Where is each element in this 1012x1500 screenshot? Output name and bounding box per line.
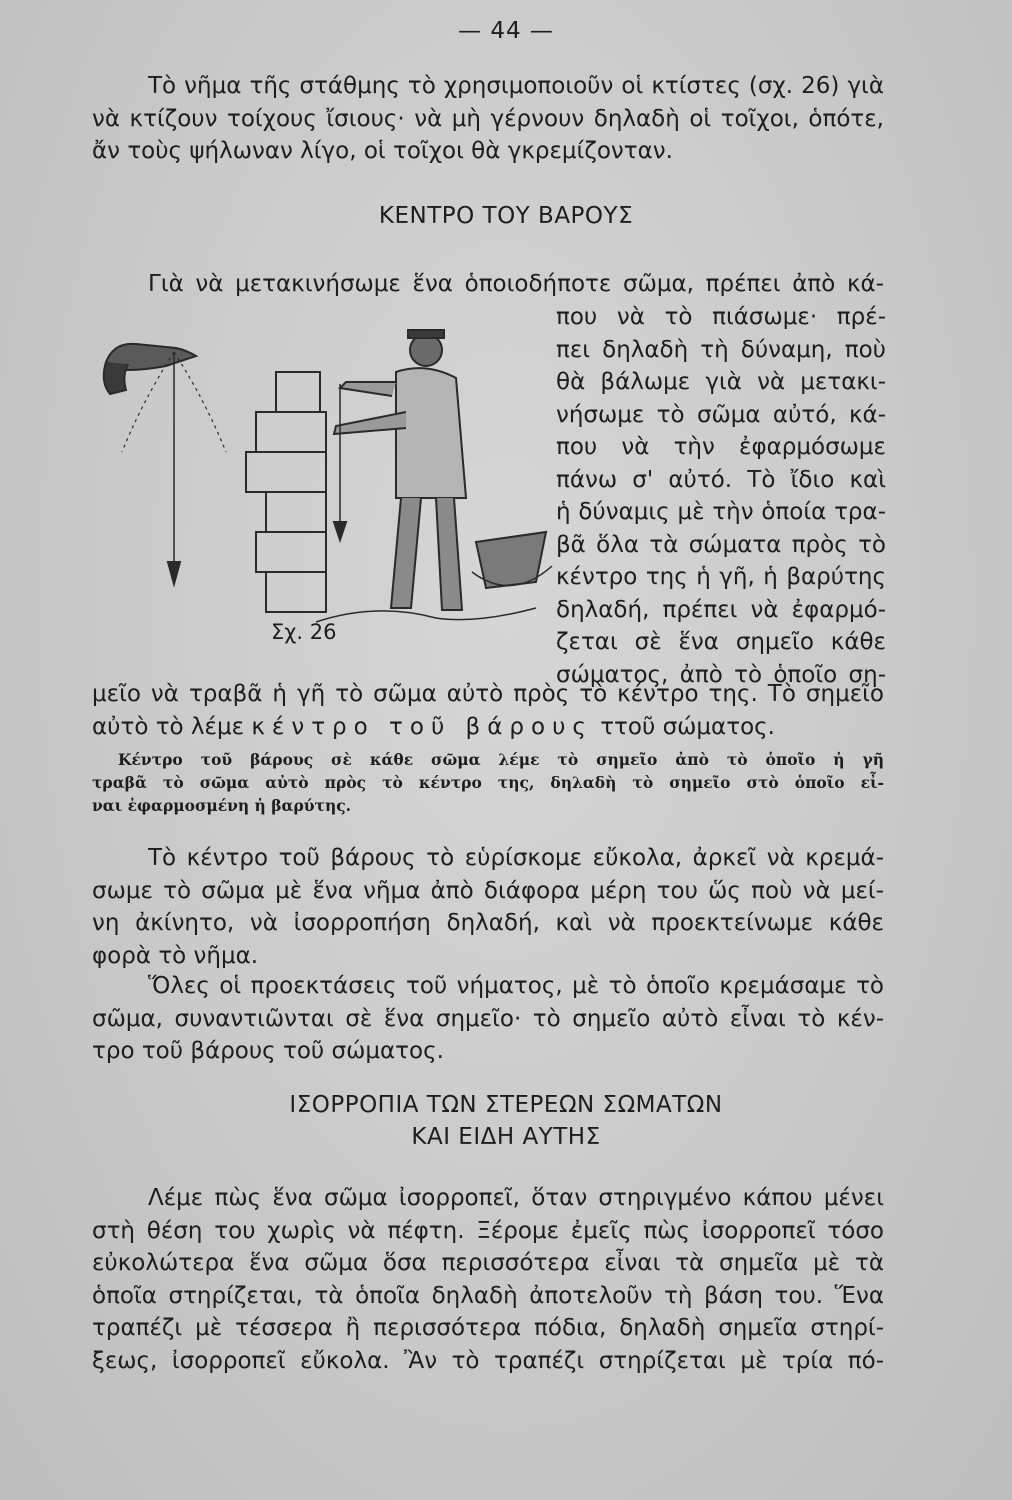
definition-box — [92, 748, 884, 817]
wrap-line: που νὰ τὸ πιάσωμε· πρέ- — [556, 304, 886, 330]
ending-line: μεῖο νὰ τραβᾶ ἡ γῆ τὸ σῶμα αὐτὸ πρὸς τὸ κέντρο της. Τὸ σημεῖο — [92, 681, 884, 707]
definition-line: Κέντρο τοῦ βάρους σὲ κάθε σῶμα λέμε τὸ σημεῖο ἀπὸ τὸ ὁποῖο ἡ γῆ — [118, 750, 884, 769]
paragraph-4: Λέμε πὼς ἕνα σῶμα ἰσορροπεῖ, ὅταν στηριγμένο κάπου μένει στὴ θέση του χωρὶς νὰ πέφτη. Ξέρομε ἐμεῖς πὼς ἰσορροπεῖ τόσο εὐκολώτερα ἕνα σῶμα ὅσα περισσότερα εἶναι τὰ σημεῖα μὲ τὰ ὁποῖα στηρίζεται, τὰ ὁποῖα δηλαδὴ ἀποτελοῦν τὴ βάση του. Ἕνα τραπέζι μὲ τέσσερα ἢ περισσότερα πόδια, δηλαδὴ σημεῖα στηρί- ξεως, ἰσορροπεῖ εὔκολα. Ἂν τὸ τραπέζι στηρίζεται μὲ τρία πό- — [92, 1185, 884, 1374]
plumb-line-illustration — [96, 322, 556, 652]
section-heading-equilibrium: ΙΣΟΡΡΟΠΙΑ ΤΩΝ ΣΤΕΡΕΩΝ ΣΩΜΑΤΩΝ — [289, 1092, 723, 1118]
paragraph-1-first-line: Γιὰ νὰ μετακινήσωμε ἕνα ὁποιοδήποτε σῶμα, πρέπει ἀπὸ κά- — [148, 271, 884, 297]
definition-line: τραβᾶ τὸ σῶμα αὐτὸ πρὸς τὸ κέντρο της, δηλαδὴ τὸ σημεῖο στὸ ὁποῖο εἶ- — [92, 773, 884, 792]
wrap-line: κέντρο της ἡ γῆ, ἡ βαρύτης — [556, 564, 886, 590]
wrap-line: δηλαδή, πρέπει νὰ ἐφαρμό- — [556, 596, 886, 623]
intro-paragraph — [92, 70, 884, 168]
wrap-line: ζεται σὲ ἕνα σημεῖο κάθε — [556, 629, 886, 655]
wrap-line: πάνω σ' αὐτό. Τὸ ἴδιο καὶ — [556, 466, 886, 493]
wrap-line: ἡ δύναμις μὲ τὴν ὁποία τρα- — [556, 499, 886, 525]
paragraph-3: Ὅλες οἱ προεκτάσεις τοῦ νήματος, μὲ τὸ ὁποῖο κρεμάσαμε τὸ σῶμα, συναντιῶνται σὲ ἕνα σημεῖο· τὸ σημεῖο αὐτὸ εἶναι τὸ κέν- τρο τοῦ βάρους τοῦ σώματος. — [92, 973, 884, 1064]
intro-line: νὰ κτίζουν τοίχους ἴσιους· νὰ μὴ γέρνουν δηλαδὴ οἱ τοῖχοι, ὁπότε, — [92, 105, 884, 132]
definition-line: ναι ἐφαρμοσμένη ἡ βαρύτης. — [92, 796, 352, 815]
term-center-of-gravity: κέντρο τοῦ βάρους — [251, 713, 593, 740]
paragraph-1-ending — [92, 678, 884, 743]
section-heading-center-of-gravity: ΚΕΝΤΡΟ ΤΟΥ ΒΑΡΟΥΣ — [378, 203, 634, 229]
section-heading-equilibrium-line2: ΚΑΙ ΕΙΔΗ ΑΥΤΗΣ — [411, 1124, 601, 1150]
wrap-line: νήσωμε τὸ σῶμα αὐτό, κά- — [556, 401, 886, 428]
figure-caption: Σχ. 26 — [271, 620, 337, 644]
paragraph-2: Τὸ κέντρο τοῦ βάρους τὸ εὑρίσκομε εὔκολα, ἀρκεῖ νὰ κρεμά- σωμε τὸ σῶμα μὲ ἕνα νῆμα ἀπὸ διάφορα μέρη του ὥς ποὺ νὰ μεί- νη ἀκίνητο, νὰ ἰσορροπήση δηλαδή, καὶ νὰ προεκτείνωμε κάθε φορὰ τὸ νῆμα. — [92, 845, 884, 969]
plumb-bob-icon — [168, 562, 180, 584]
wrap-line: πει δηλαδὴ τὴ δύναμη, ποὺ — [556, 336, 886, 363]
page-number: — 44 — — [458, 18, 554, 44]
figure-26-illustration — [96, 322, 556, 652]
intro-line: Τὸ νῆμα τῆς στάθμης τὸ χρησιμοποιοῦν οἱ κτίστες (σχ. 26) γιὰ — [148, 73, 884, 99]
intro-line: ἄν τοὺς ψήλωναν λίγο, οἱ τοῖχοι θὰ γκρεμίζονταν. — [92, 138, 673, 164]
wrap-line: θὰ βάλωμε γιὰ νὰ μετακι- — [556, 369, 886, 395]
ending-line-2: αὐτὸ τὸ λέμε κέντρο τοῦ βάρους ττοῦ σώματος. — [92, 713, 775, 740]
wrap-line: βᾶ ὅλα τὰ σώματα πρὸς τὸ — [556, 531, 886, 558]
paragraph-1-wrapped-column — [556, 301, 886, 691]
wrap-line: που νὰ τὴν ἐφαρμόσωμε — [556, 434, 886, 460]
wrap-line: σώματος, ἀπὸ τὸ ὁποῖο ση- — [556, 661, 886, 688]
